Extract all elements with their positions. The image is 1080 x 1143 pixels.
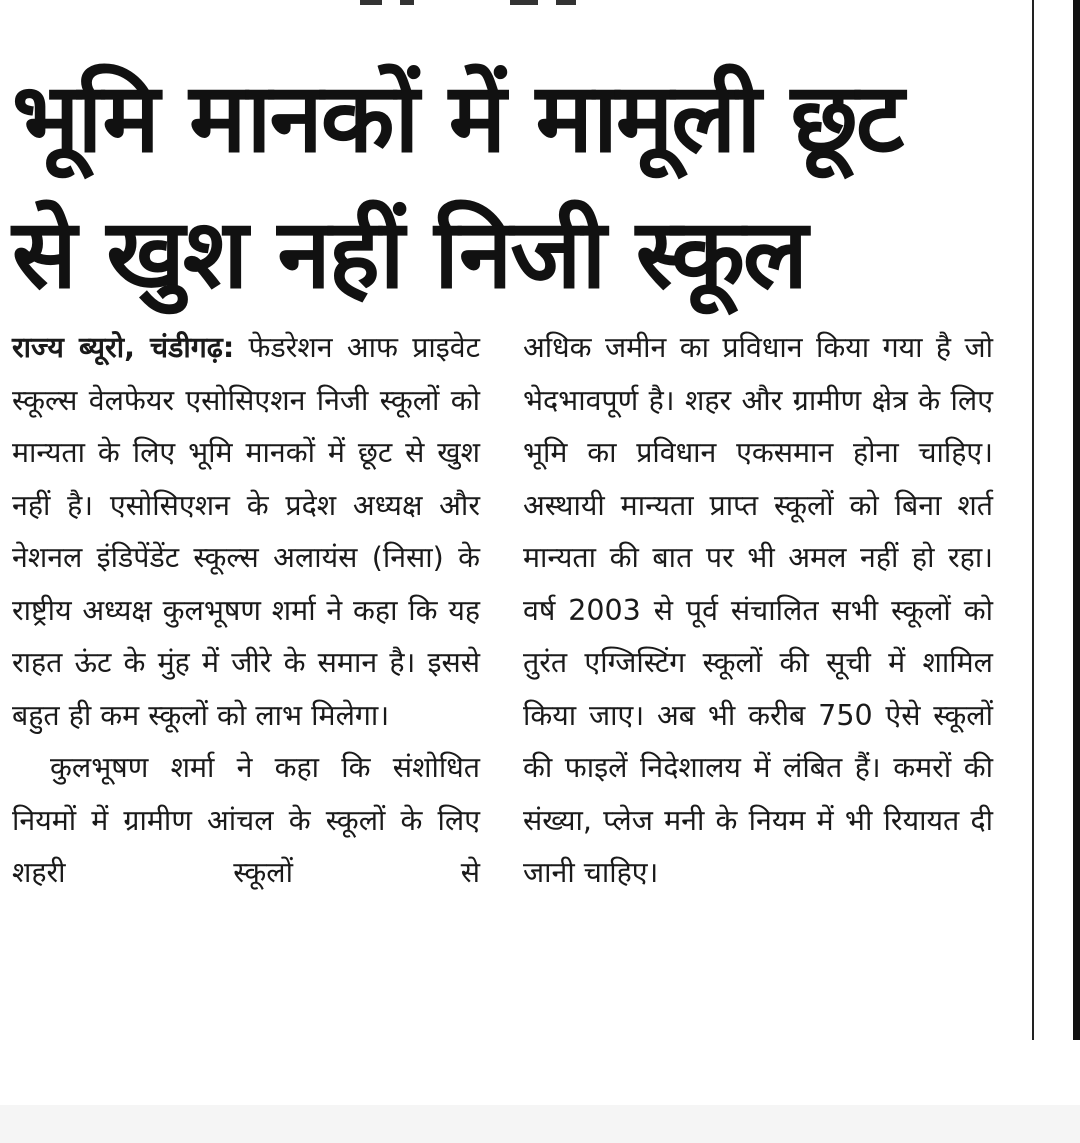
page-edge bbox=[1073, 0, 1080, 1040]
article-column-left bbox=[12, 322, 480, 900]
column-rule bbox=[1032, 0, 1034, 1040]
dateline: राज्य ब्यूरो, चंडीगढ़: bbox=[12, 331, 235, 364]
paragraph-1 bbox=[12, 322, 480, 742]
headline bbox=[12, 50, 1022, 322]
headline-line-1: भूमि मानकों में मामूली छूट bbox=[12, 62, 903, 174]
paragraph-1-text: फेडरेशन आफ प्राइवेट स्कूल्स वेलफेयर एसोसिएशन निजी स्कूलों को मान्यता के लिए भूमि मानकों में छूट से खुश नहीं है। एसोसिएशन के प्रदेश अध्यक्ष और नेशनल इंडिपेंडेंट स्कूल्स अलायंस (निसा) के राष्ट्रीय अध्यक्ष कुलभूषण शर्मा ने कहा कि यह राहत ऊंट के मुंह में जीरे के समान है। इससे बहुत ही कम स्कूलों को लाभ मिलेगा। bbox=[12, 331, 480, 732]
cropped-text-fragment bbox=[360, 0, 600, 6]
paragraph-3: अधिक जमीन का प्रविधान किया गया है जो भेदभावपूर्ण है। शहर और ग्रामीण क्षेत्र के लिए भूमि का प्रविधान एकसमान होना चाहिए। अस्थायी मान्यता प्राप्त स्कूलों को बिना शर्त मान्यता की बात पर भी अमल नहीं हो रहा। वर्ष 2003 से पूर्व संचालित सभी स्कूलों को तुरंत एग्जिस्टिंग स्कूलों की सूची में शामिल किया जाए। अब भी करीब 750 ऐसे स्कूलों की फाइलें निदेशालय में लंबित हैं। कमरों की संख्या, प्लेज मनी के नियम में भी रियायत दी जानी चाहिए। bbox=[523, 331, 993, 889]
paragraph-2: कुलभूषण शर्मा ने कहा कि संशोधित नियमों में ग्रामीण आंचल के स्कूलों के लिए शहरी स्कूलों से bbox=[12, 751, 480, 889]
headline-line-2: से खुश नहीं निजी स्कूल bbox=[12, 198, 806, 310]
article-column-right bbox=[523, 322, 993, 900]
